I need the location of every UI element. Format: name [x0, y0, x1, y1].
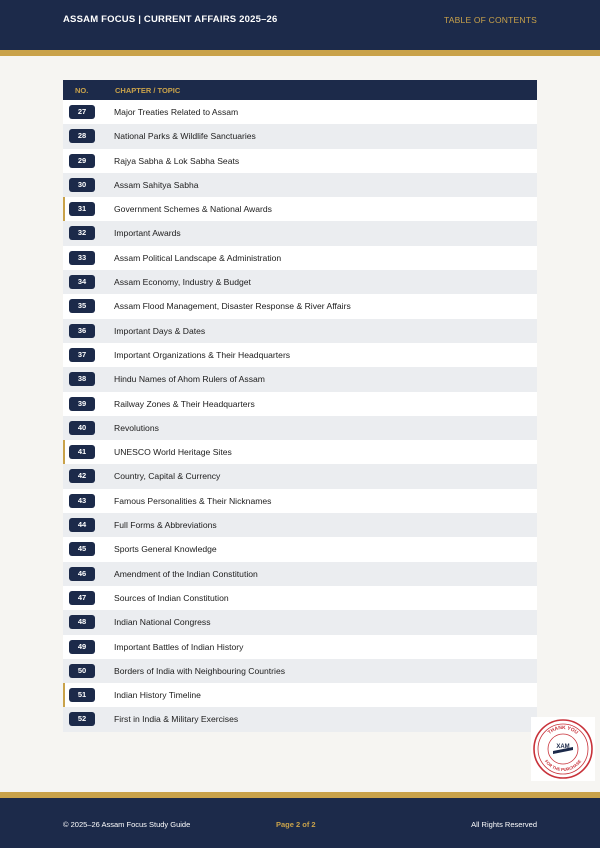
page-header — [0, 0, 600, 50]
chapter-number-badge: 30 — [69, 178, 95, 192]
chapter-topic: First in India & Military Exercises — [114, 714, 239, 725]
table-row — [63, 440, 537, 464]
table-row — [63, 489, 537, 513]
table-row — [63, 343, 537, 367]
chapter-number-badge: 32 — [69, 226, 95, 240]
table-row — [63, 635, 537, 659]
chapter-number-badge: 35 — [69, 299, 95, 313]
chapter-topic: Important Organizations & Their Headquarters — [114, 349, 291, 360]
table-row — [63, 367, 537, 391]
chapter-topic: Major Treaties Related to Assam — [114, 107, 239, 117]
table-row — [63, 659, 537, 683]
thank-you-stamp-graphic — [531, 717, 595, 781]
chapter-number-badge: 49 — [69, 640, 95, 654]
chapter-number-badge: 41 — [69, 445, 95, 459]
table-row — [63, 537, 537, 561]
chapter-number-badge: 33 — [69, 251, 95, 265]
table-row — [63, 562, 537, 586]
chapter-number-badge: 37 — [69, 348, 95, 362]
page-footer — [0, 798, 600, 848]
chapter-topic: Full Forms & Abbreviations — [114, 520, 217, 531]
column-header-topic: CHAPTER / TOPIC — [115, 86, 181, 95]
chapter-topic: Assam Economy, Industry & Budget — [114, 277, 251, 288]
table-row — [63, 294, 537, 318]
chapter-topic: Country, Capital & Currency — [114, 471, 221, 482]
chapter-topic: Government Schemes & National Awards — [114, 204, 272, 215]
chapter-topic: Sources of Indian Constitution — [114, 592, 229, 603]
chapter-topic: Famous Personalities & Their Nicknames — [114, 495, 272, 506]
chapter-topic: Rajya Sabha & Lok Sabha Seats — [114, 155, 240, 166]
chapter-topic: Indian History Timeline — [114, 690, 201, 701]
table-row — [63, 683, 537, 707]
chapter-number-badge: 42 — [69, 469, 95, 483]
table-row — [63, 707, 537, 731]
table-row — [63, 124, 537, 148]
table-row — [63, 100, 537, 124]
chapter-number-badge: 50 — [69, 664, 95, 678]
chapter-topic: Important Awards — [114, 228, 181, 239]
chapter-number-badge: 45 — [69, 542, 95, 556]
stamp-bottom-text: FOR THE PURCHASE — [543, 758, 583, 773]
header-title: ASSAM FOCUS | CURRENT AFFAIRS 2025–26 — [63, 14, 278, 25]
chapter-number-badge: 40 — [69, 421, 95, 435]
chapter-topic: Important Days & Dates — [114, 325, 206, 336]
chapter-number-badge: 36 — [69, 324, 95, 338]
chapter-number-badge: 44 — [69, 518, 95, 532]
table-row — [63, 270, 537, 294]
chapter-topic: Amendment of the Indian Constitution — [114, 568, 258, 579]
chapter-topic: Borders of India with Neighbouring Countries — [114, 665, 286, 676]
chapter-topic: UNESCO World Heritage Sites — [114, 447, 232, 458]
table-header — [63, 80, 537, 100]
table-row — [63, 197, 537, 221]
chapter-topic: Assam Flood Management, Disaster Response & River Affairs — [114, 301, 351, 312]
header-section-label: TABLE OF CONTENTS — [444, 15, 537, 25]
chapter-topic: Sports General Knowledge — [114, 544, 217, 555]
chapter-number-badge: 48 — [69, 615, 95, 629]
table-row — [63, 173, 537, 197]
chapter-number-badge: 29 — [69, 154, 95, 168]
chapter-number-badge: 27 — [69, 105, 95, 119]
table-row — [63, 586, 537, 610]
table-row — [63, 464, 537, 488]
footer-copyright: © 2025–26 Assam Focus Study Guide — [63, 820, 191, 829]
stamp-logo-text: XAM — [556, 744, 570, 750]
column-header-no: NO. — [75, 86, 89, 95]
chapter-topic: Indian National Congress — [114, 617, 211, 628]
chapter-topic: Important Battles of Indian History — [114, 641, 244, 652]
chapter-number-badge: 51 — [69, 688, 95, 702]
chapter-topic: Assam Political Landscape & Administration — [114, 252, 282, 263]
thank-you-stamp — [531, 717, 595, 781]
chapter-topic: Hindu Names of Ahom Rulers of Assam — [114, 374, 265, 385]
table-row — [63, 392, 537, 416]
chapter-number-badge: 34 — [69, 275, 95, 289]
chapter-number-badge: 43 — [69, 494, 95, 508]
chapter-topic: National Parks & Wildlife Sanctuaries — [114, 131, 256, 142]
header-accent-bar — [0, 50, 600, 56]
stamp-top-text: THANK YOU — [546, 724, 580, 736]
chapter-number-badge: 47 — [69, 591, 95, 605]
table-row — [63, 149, 537, 173]
chapter-number-badge: 52 — [69, 712, 95, 726]
table-row — [63, 221, 537, 245]
chapter-topic: Assam Sahitya Sabha — [114, 179, 199, 190]
table-body — [63, 100, 537, 732]
chapter-topic: Railway Zones & Their Headquarters — [114, 398, 255, 409]
chapter-number-badge: 38 — [69, 372, 95, 386]
chapter-number-badge: 31 — [69, 202, 95, 216]
footer-rights: All Rights Reserved — [471, 820, 537, 829]
chapter-number-badge: 28 — [69, 129, 95, 143]
table-row — [63, 610, 537, 634]
contents-table — [63, 80, 537, 732]
table-row — [63, 319, 537, 343]
chapter-number-badge: 46 — [69, 567, 95, 581]
table-row — [63, 246, 537, 270]
footer-page-number: Page 2 of 2 — [276, 820, 316, 829]
table-row — [63, 513, 537, 537]
table-row — [63, 416, 537, 440]
chapter-number-badge: 39 — [69, 397, 95, 411]
chapter-topic: Revolutions — [114, 422, 159, 433]
